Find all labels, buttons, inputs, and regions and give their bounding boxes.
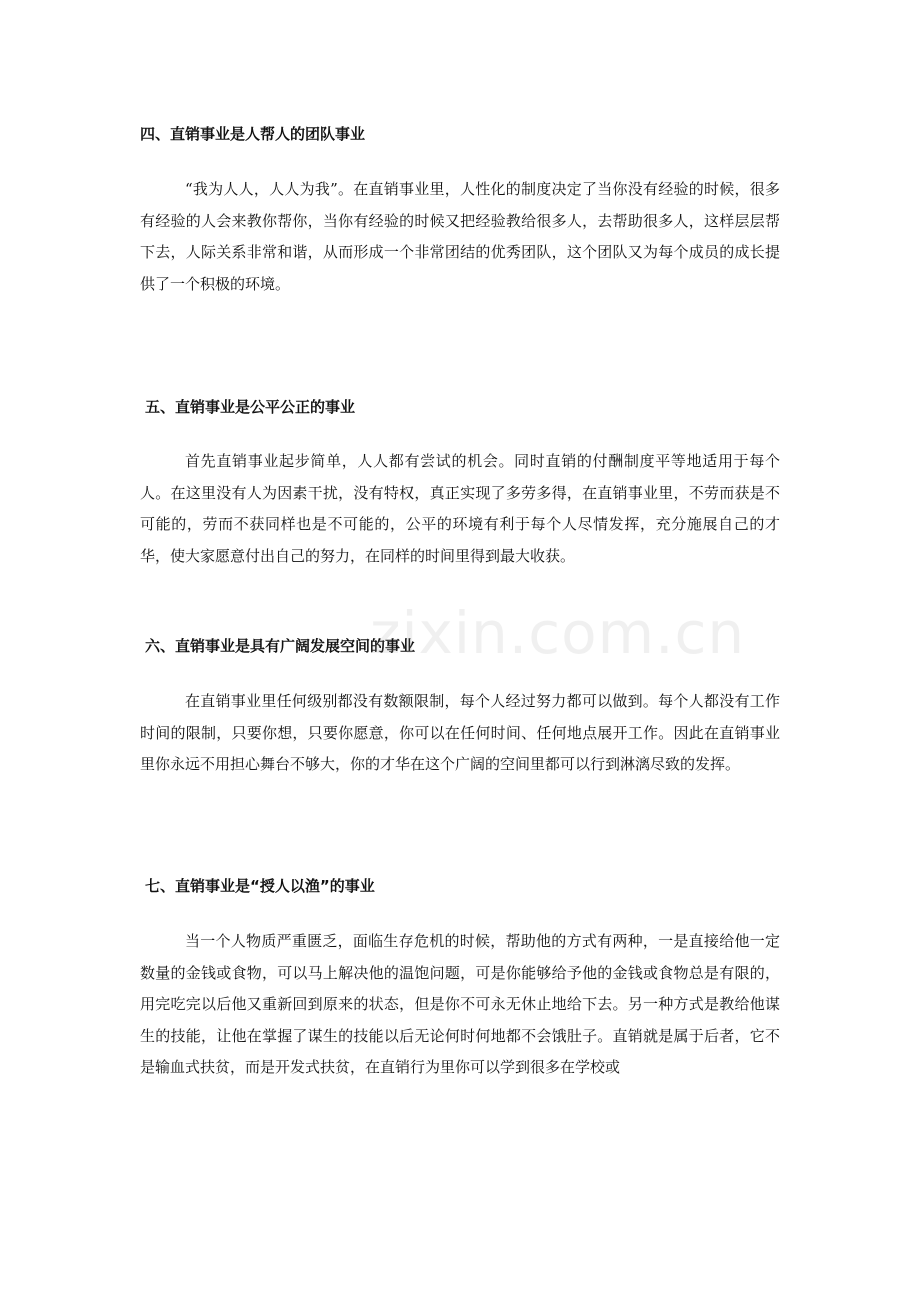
section-paragraph-6: 在直销事业里任何级别都没有数额限制，每个人经过努力都可以做到。每个人都没有工作时间的限制，只要你想，只要你愿意，你可以在任何时间、任何地点展开工作。因此在直销事业里你永远不用担心舞台不够大，你的才华在这个广阔的空间里都可以行到淋漓尽致的发挥。 [140, 692, 780, 773]
section-paragraph-5: 首先直销事业起步简单，人人都有尝试的机会。同时直销的付酬制度平等地适用于每个人。在这里没有人为因素干扰，没有特权，真正实现了多劳多得，在直销事业里，不劳而获是不可能的，劳而不获同样也是不可能的，公平的环境有利于每个人尽情发挥，充分施展自己的才华，使大家愿意付出自己的努力，在同样的时间里得到最大收获。 [140, 452, 780, 565]
section-paragraph-7: 当一个人物质严重匮乏，面临生存危机的时候，帮助他的方式有两种，一是直接给他一定数量的金钱或食物，可以马上解决他的温饱问题，可是你能够给予他的金钱或食物总是有限的，用完吃完以后他又重新回到原来的状态，但是你不可永无休止地给下去。另一种方式是教给他谋生的技能，让他在掌握了谋生的技能以后无论何时何地都不会饿肚子。直销就是属于后者，它不是输血式扶贫，而是开发式扶贫，在直销行为里你可以学到很多在学校或 [140, 932, 780, 1076]
section-heading-5: 五、直销事业是公平公正的事业 [145, 398, 356, 416]
section-heading-6: 六、直销事业是具有广阔发展空间的事业 [145, 637, 416, 655]
section-heading-7: 七、直销事业是“授人以渔”的事业 [145, 877, 375, 895]
section-paragraph-4: “我为人人，人人为我”。在直销事业里，人性化的制度决定了当你没有经验的时候，很多有经验的人会来教你帮你，当你有经验的时候又把经验教给很多人，去帮助很多人，这样层层帮下去，人际关系非常和谐，从而形成一个非常团结的优秀团队，这个团队又为每个成员的成长提供了一个积极的环境。 [140, 180, 780, 293]
watermark-text: zixin.com.cn [370, 599, 746, 667]
section-heading-4: 四、直销事业是人帮人的团队事业 [140, 125, 366, 143]
